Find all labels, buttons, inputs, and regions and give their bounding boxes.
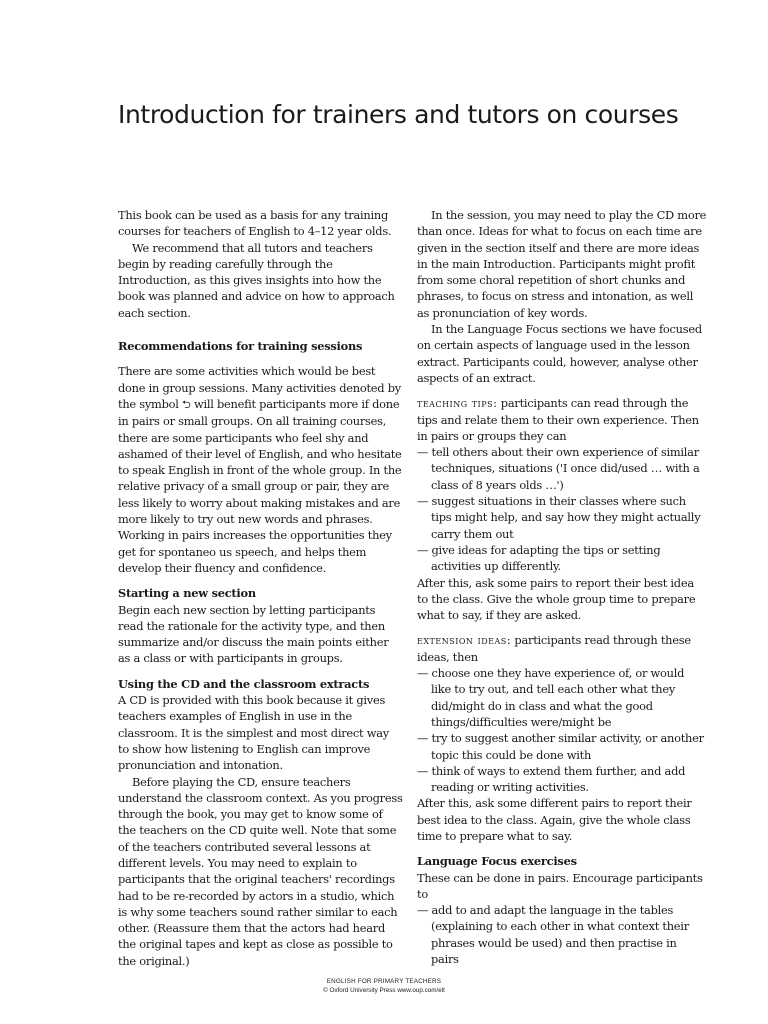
heading-recommendations: Recommendations for training sessions [118,339,363,354]
paragraph: These can be done in pairs. Encourage participants to [417,870,703,901]
extension-ideas-label: extension ideas: [417,633,512,648]
list-item: — tell others about their own experience of similar techniques, situations ('I once did/used … with a class of 8 years olds …') [417,445,700,492]
heading-language-focus: Language Focus exercises [417,854,577,869]
list-item: — give ideas for adapting the tips or setting activities up differently. [417,542,661,574]
heading-starting-section: Starting a new section [118,586,256,601]
footer-book-title: ENGLISH FOR PRIMARY TEACHERS [326,978,442,985]
paragraph: This book can be used as a basis for any training courses for teachers of English to 4–12 year olds. [118,208,392,239]
paragraph: There are some activities which would be best done in group sessions. Many activities denoted by the symbol ⮌ will benefit participants more if done in pairs or small groups. On all training courses, there are some participants who feel shy and ashamed of their level of English, and who hesitate to speak English in front of the whole group. In the relative privacy of a small group or pair, they are less likely to worry about making mistakes and are more likely to try out new words and phrases. Working in pairs increases the opportunities they get for spontaneo us speech, and helps them develop their fluency and confidence. [118,364,402,575]
list-item: — suggest situations in their classes where such tips might help, and say how they might actually carry them out [417,494,701,541]
teaching-tips-intro: teaching tips: participants can read through the tips and relate them to their own experience. Then in pairs or groups they can [417,396,699,443]
page-footer [0,977,768,995]
list-item: — choose one they have experience of, or would like to try out, and tell each other what they did/might do in class and what the good things/difficulties were/might be [417,666,685,729]
paragraph: We recommend that all tutors and teachers begin by reading carefully through the Introduction, as this gives insights into how the book was planned and advice on how to approach each section. [118,240,395,320]
footer-copyright: © Oxford University Press www.oup.com/elt [323,987,445,994]
heading-using-cd: Using the CD and the classroom extracts [118,676,370,691]
list-item: — try to suggest another similar activity, or another topic this could be done with [417,731,704,762]
paragraph: Begin each new section by letting participants read the rationale for the activity type, and then summarize and/or discuss the main points either as a class or with participants in groups. [118,602,389,666]
extension-ideas-intro: extension ideas: participants read through these ideas, then [417,633,691,664]
paragraph: In the session, you may need to play the CD more than once. Ideas for what to focus on each time are given in the section itself and there are more ideas in the main Introduction. Participants might profit from some choral repetition of short chunks and phrases, to focus on stress and intonation, as well as pronunciation of key words. [417,208,707,320]
right-column [417,207,707,967]
paragraph: A CD is provided with this book because it gives teachers examples of English in use in the classroom. It is the simplest and most direct way to show how listening to English can improve pronunciation and intonation. [118,693,389,773]
paragraph: In the Language Focus sections we have focused on certain aspects of language used in the lesson extract. Participants could, however, analyse other aspects of an extract. [417,322,702,385]
left-column [118,207,403,969]
teaching-tips-label: teaching tips: [417,396,498,411]
list-item: — think of ways to extend them further, and add reading or writing activities. [417,763,686,795]
paragraph: Before playing the CD, ensure teachers understand the classroom context. As you progress through the book, you may get to know some of the teachers on the CD quite well. Note that some of the teachers contributed several lessons at different levels. You may need to explain to participants that the original teachers' recordings had to be re-recorded by actors in a studio, which is why some teachers sound rather similar to each other. (Reassure them that the actors had heard the original tapes and kept as close as possible to the original.) [118,774,403,968]
page-title: Introduction for trainers and tutors on courses [118,100,679,129]
pair-work-icon: ⮌ [182,397,191,411]
list-item: — add to and adapt the language in the tables (explaining to each other in what context their phrases would be used) and then practise in pairs [417,903,689,967]
paragraph: After this, ask some different pairs to report their best idea to the class. Again, give the whole class time to prepare what to say. [417,796,692,843]
paragraph: After this, ask some pairs to report their best idea to the class. Give the whole group time to prepare what to say, if they are asked. [417,575,696,623]
